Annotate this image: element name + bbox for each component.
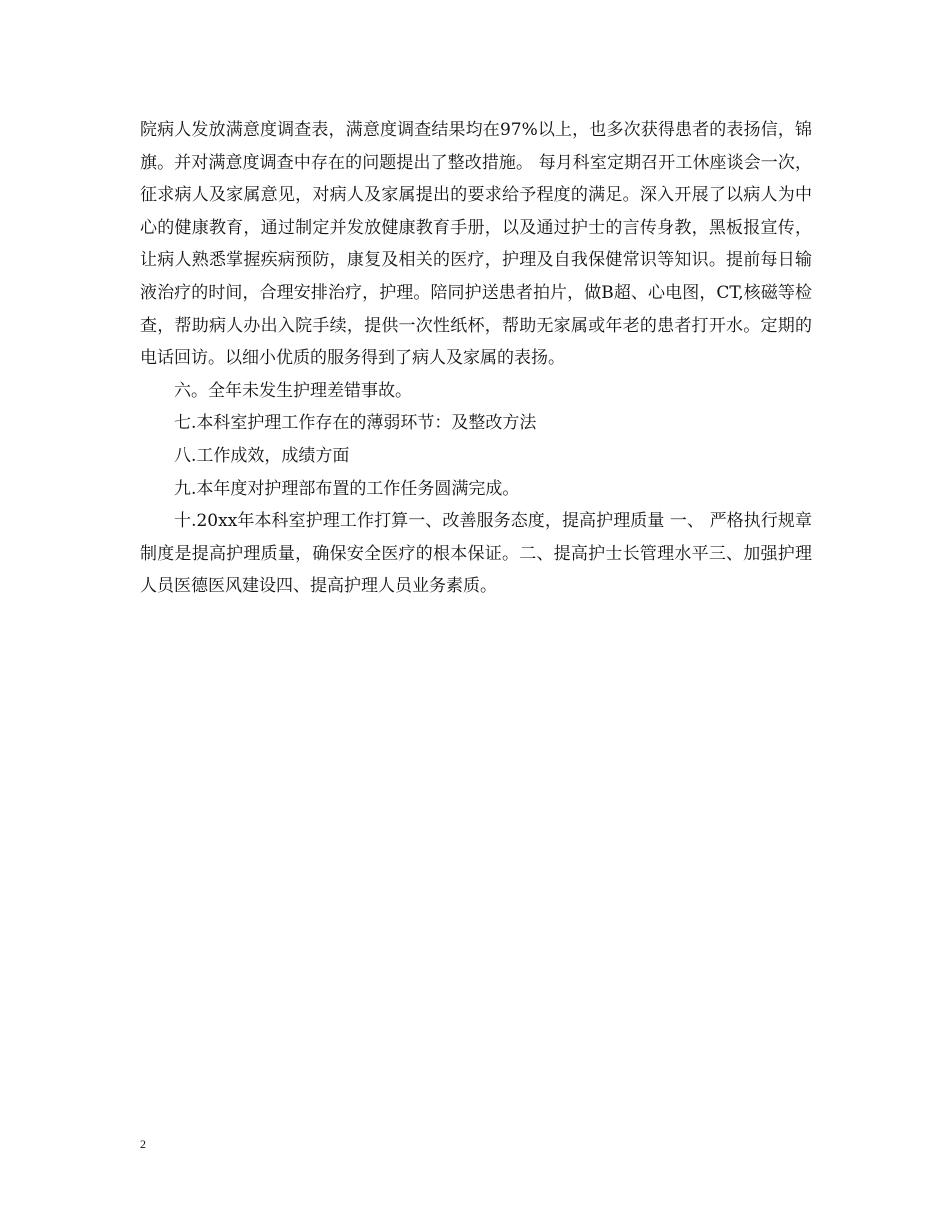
paragraph-item-7: 七.本科室护理工作存在的薄弱环节：及整改方法 <box>174 413 537 434</box>
paragraph-item-8: 八.工作成效，成绩方面 <box>174 445 350 466</box>
page-number: 2 <box>140 1137 146 1151</box>
document-body <box>140 114 812 603</box>
paragraph-item-10: 十.20xx年本科室护理工作打算一、改善服务态度，提高护理质量 一、 严格执行规章制度是提高护理质量，确保安全医疗的根本保证。二、提高护士长管理水平三、加强护理人员医德医风建设四、提高护理人员业务素质。 <box>140 511 812 597</box>
paragraph-item-6: 六。全年未发生护理差错事故。 <box>174 380 412 401</box>
paragraph-service-satisfaction: 院病人发放满意度调查表，满意度调查结果均在97%以上，也多次获得患者的表扬信，锦旗。并对满意度调查中存在的问题提出了整改措施。 每月科室定期召开工休座谈会一次，征求病人及家属意见，对病人及家属提出的要求给予程度的满足。深入开展了以病人为中心的健康教育，通过制定并发放健康教育手册，以及通过护士的言传身教，黑板报宣传，让病人熟悉掌握疾病预防，康复及相关的医疗，护理及自我保健常识等知识。提前每日输液治疗的时间，合理安排治疗，护理。陪同护送患者拍片，做B超、心电图，CT,核磁等检查，帮助病人办出入院手续，提供一次性纸杯，帮助无家属或年老的患者打开水。定期的电话回访。以细小优质的服务得到了病人及家属的表扬。 <box>140 120 812 369</box>
paragraph-item-9: 九.本年度对护理部布置的工作任务圆满完成。 <box>174 478 520 499</box>
